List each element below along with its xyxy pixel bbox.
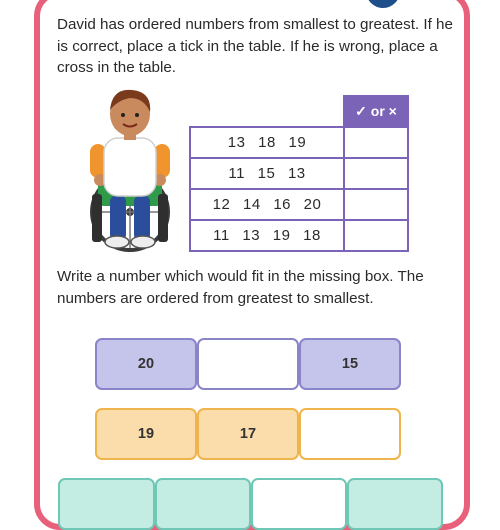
number-box-amber: 19 <box>95 408 197 460</box>
missing-number-box[interactable] <box>251 478 347 530</box>
number-sequence: 11 15 13 <box>190 158 344 189</box>
number-sequence: 13 18 19 <box>190 127 344 158</box>
answer-cell[interactable] <box>344 127 408 158</box>
missing-number-box[interactable] <box>299 408 401 460</box>
number-box-teal <box>58 478 155 530</box>
missing-number-box[interactable] <box>197 338 299 390</box>
table-corner-blank <box>190 96 344 127</box>
table-row <box>190 189 408 220</box>
answer-cell[interactable] <box>344 158 408 189</box>
number-box-amber: 17 <box>197 408 299 460</box>
answer-cell[interactable] <box>344 220 408 251</box>
table-row <box>190 127 408 158</box>
number-box-purple: 15 <box>299 338 401 390</box>
boy-in-wheelchair-illustration <box>80 84 180 254</box>
table-row <box>190 220 408 251</box>
question-2-text: Write a number which would fit in the missing box. The numbers are ordered from greatest to smallest. <box>57 268 424 307</box>
answer-cell[interactable] <box>344 189 408 220</box>
table-row <box>190 158 408 189</box>
number-box-purple: 20 <box>95 338 197 390</box>
tick-or-cross-header: ✓ or × <box>344 96 408 127</box>
number-sequence: 11 13 19 18 <box>190 220 344 251</box>
number-box-teal <box>347 478 443 530</box>
number-box-teal <box>155 478 251 530</box>
number-sequence: 12 14 16 20 <box>190 189 344 220</box>
question-1-text: David has ordered numbers from smallest to greatest. If he is correct, place a tick in the table. If he is wrong, place a cross in the table. <box>57 16 453 76</box>
tick-or-cross-table <box>189 95 409 252</box>
